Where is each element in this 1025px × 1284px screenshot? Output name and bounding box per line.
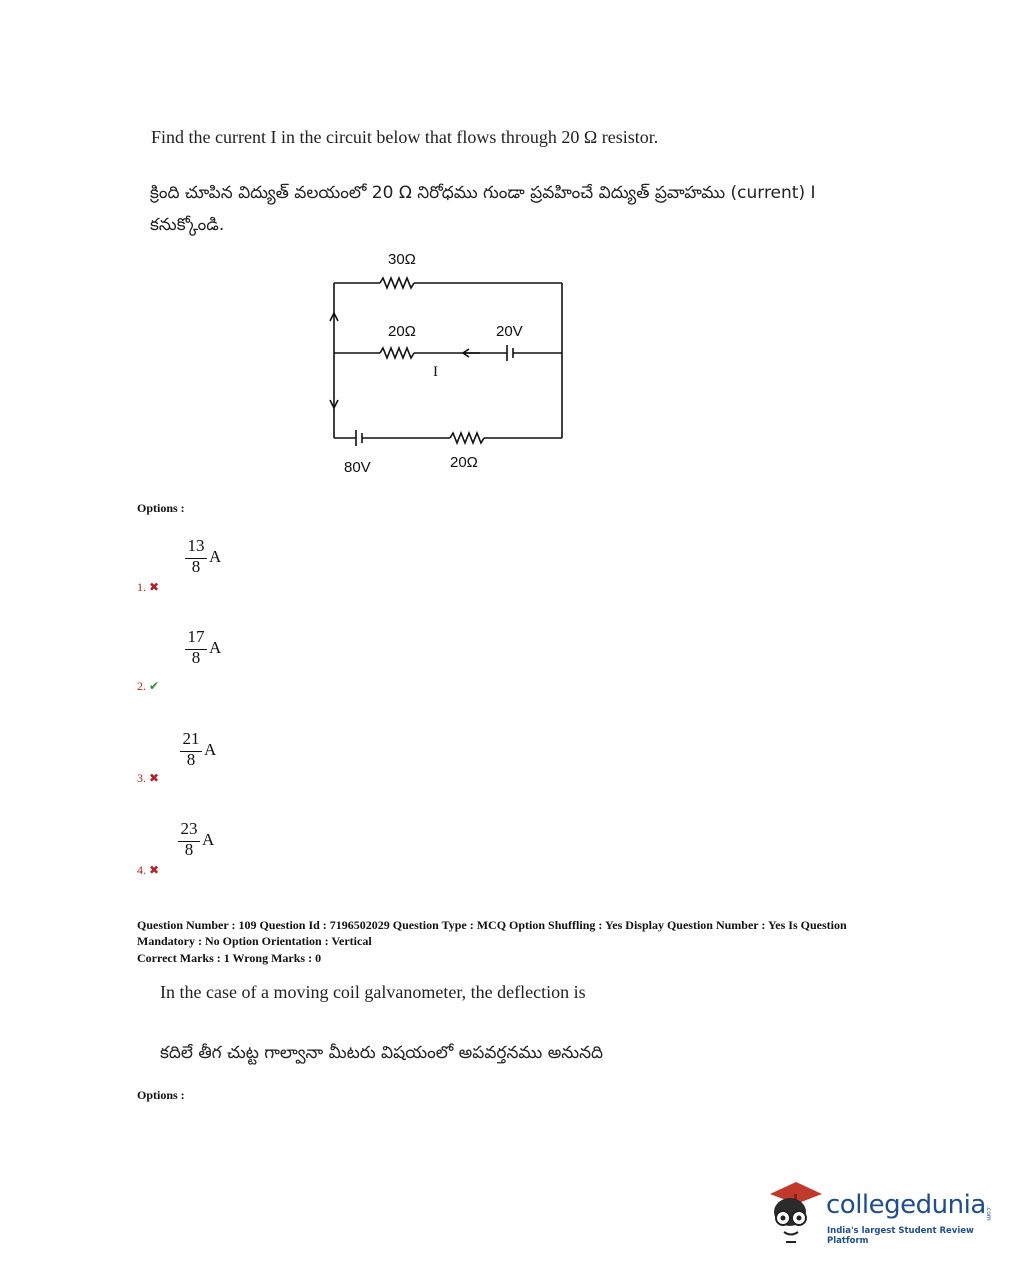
wrong-icon: ✖ (149, 580, 160, 594)
question-text-en: Find the current I in the circuit below that flows through 20 Ω resistor. (151, 127, 659, 147)
check-icon: ✔ (149, 679, 160, 693)
option-3-marker: 3. ✖ (137, 771, 160, 785)
question-text-te-line2: కనుక్కోండి. (150, 215, 225, 235)
option-2-marker: 2. ✔ (137, 679, 160, 693)
options-heading-2: Options : (137, 1088, 185, 1102)
wrong-icon: ✖ (149, 771, 160, 785)
label-r-top: 30Ω (388, 251, 416, 268)
label-battery-mid: 20V (496, 323, 523, 340)
wrong-icon: ✖ (149, 863, 160, 877)
collegedunia-logo[interactable] (766, 1176, 996, 1246)
logo-suffix: .com (985, 1206, 992, 1221)
resistor-bottom-20 (450, 433, 484, 443)
options-heading: Options : (137, 501, 185, 515)
logo-name: collegedunia (826, 1190, 986, 1220)
question2-text-en: In the case of a moving coil galvanometer, the deflection is (160, 982, 586, 1002)
option-4-marker: 4. ✖ (137, 863, 160, 877)
mascot-icon (766, 1176, 826, 1246)
label-battery-bottom: 80V (344, 459, 371, 476)
question-meta: Question Number : 109 Question Id : 7196502029 Question Type : MCQ Option Shuffling : Yes Display Question Number : Yes Is Question Mandatory : No Option Orientation : Vertical Correct Marks : 1 Wrong Marks : 0 (137, 918, 847, 965)
logo-tagline: India's largest Student Review Platform (827, 1226, 974, 1246)
label-current: I (433, 364, 438, 380)
circuit-diagram (320, 245, 580, 480)
question-text-te-line1: క్రింది చూపిన విద్యుత్ వలయంలో 20 Ω నిరోధము గుండా ప్రవహించే విద్యుత్ ప్రవాహము (current) I (150, 183, 816, 203)
label-r-bottom: 20Ω (450, 454, 478, 471)
resistor-mid-20 (380, 348, 414, 358)
label-r-mid: 20Ω (388, 323, 416, 340)
resistor-top-30 (380, 278, 414, 288)
question2-text-te: కదిలే తీగ చుట్ట గాల్వానా మీటరు విషయంలో అపవర్తనము అనునది (160, 1043, 604, 1063)
option-1-marker: 1. ✖ (137, 580, 160, 594)
